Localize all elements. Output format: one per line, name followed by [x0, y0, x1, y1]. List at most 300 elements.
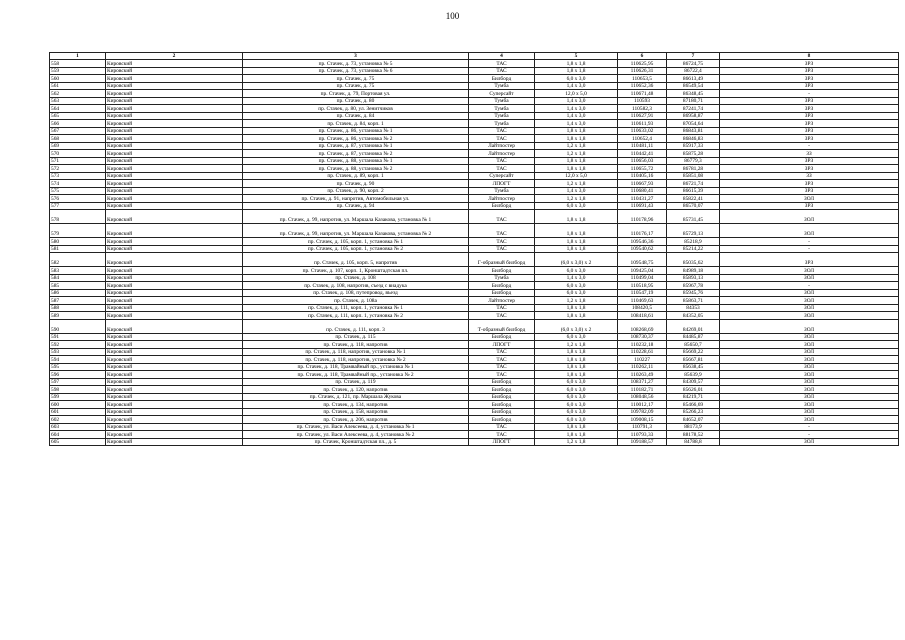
cell-coord-y: 85667,81	[667, 356, 720, 364]
cell-coord-y: 84219,71	[667, 393, 720, 401]
cell-coord-x: 108418,61	[618, 312, 667, 320]
cell-zone: ЗОЛ	[720, 267, 899, 275]
cell-coord-y: 84989,18	[667, 267, 720, 275]
cell-coord-y: 85731,45	[667, 210, 720, 224]
cell-size: 6,0 x 3,0	[535, 202, 618, 210]
cell-size: 1,2 x 1,8	[535, 195, 618, 203]
cell-coord-y: 86615,39	[667, 187, 720, 195]
cell-zone: -	[720, 423, 899, 431]
cell-coord-x: 110582,3	[618, 105, 667, 113]
cell-address: пр. Стачек, д. 91, напротив, Автомобильная ул.	[243, 195, 469, 203]
cell-address: пр. Стачек, д. 89, корп. 1	[243, 172, 469, 180]
cell-zone: ЗРЗ	[720, 180, 899, 188]
cell-coord-x: 110469,63	[618, 297, 667, 305]
cell-coord-y: 85035,62	[667, 253, 720, 267]
cell-address: пр. Стачек, д. 111, корп. 3	[243, 319, 469, 333]
cell-address: пр. Стачек, д. 107, корп. 1, Кронштадтская пл.	[243, 267, 469, 275]
cell-size: 1,8 x 1,8	[535, 356, 618, 364]
cell-structure-type: Лайтпостер	[469, 195, 535, 203]
table-row	[50, 348, 899, 356]
header-cell-district: 2	[106, 53, 243, 60]
cell-zone: ЗРЗ	[720, 97, 899, 105]
cell-coord-x: 110793,33	[618, 431, 667, 439]
cell-coord-x: 109008,15	[618, 416, 667, 424]
cell-row-number: 591	[50, 333, 106, 341]
table-row	[50, 431, 899, 439]
table-row	[50, 304, 899, 312]
cell-coord-x: 110680,41	[618, 187, 667, 195]
cell-structure-type: ЛПОГТ	[469, 341, 535, 349]
cell-address: пр. Стачек, д. 94	[243, 202, 469, 210]
cell-district: Кировский	[106, 67, 243, 75]
cell-address: пр. Стачек, д. 99, напротив, ул. Маршала Казакова, установка № 1	[243, 210, 469, 224]
cell-size: (6,0 x 3,0) x 2	[535, 319, 618, 333]
table-row	[50, 282, 899, 290]
cell-structure-type: Тумба	[469, 120, 535, 128]
cell-zone: ЗРЗ	[720, 253, 899, 267]
cell-address: пр. Стачек, д. 105, корп. 5, напротив	[243, 253, 469, 267]
cell-zone: ЗРЗ	[720, 165, 899, 173]
cell-address: пр. Стачек, д. 90	[243, 180, 469, 188]
cell-district: Кировский	[106, 180, 243, 188]
cell-zone: ЗРЗ	[720, 135, 899, 143]
table-row	[50, 120, 899, 128]
cell-structure-type: ТАС	[469, 356, 535, 364]
cell-address: пр. Стачек, ул. Васи Алексеева, д. 4, установка № 1	[243, 423, 469, 431]
cell-structure-type: ТАС	[469, 312, 535, 320]
cell-row-number: 601	[50, 408, 106, 416]
cell-district: Кировский	[106, 348, 243, 356]
cell-coord-x: 110228,61	[618, 348, 667, 356]
cell-district: Кировский	[106, 105, 243, 113]
cell-zone: ЗРЗ	[720, 127, 899, 135]
cell-zone: ЗРЗ	[720, 202, 899, 210]
cell-structure-type: ЛПОГТ	[469, 180, 535, 188]
cell-coord-x: 110593	[618, 97, 667, 105]
cell-district: Кировский	[106, 319, 243, 333]
cell-address: пр. Стачек, д. 80	[243, 97, 469, 105]
cell-address: пр. Стачек, Кронштадтская пл., д. 5	[243, 438, 469, 446]
cell-district: Кировский	[106, 127, 243, 135]
cell-coord-y: 86779,3	[667, 157, 720, 165]
cell-coord-x: 109188,57	[618, 438, 667, 446]
cell-row-number: 580	[50, 238, 106, 246]
cell-row-number: 585	[50, 282, 106, 290]
cell-district: Кировский	[106, 75, 243, 83]
table-row	[50, 82, 899, 90]
table-row	[50, 172, 899, 180]
cell-address: пр. Стачек, д. 118, Трамвайный пр., установка № 1	[243, 363, 469, 371]
cell-coord-x: 110176,17	[618, 224, 667, 238]
cell-district: Кировский	[106, 90, 243, 98]
cell-structure-type: Лайтпостер	[469, 142, 535, 150]
cell-district: Кировский	[106, 112, 243, 120]
cell-row-number: 579	[50, 224, 106, 238]
cell-coord-x: 110442,41	[618, 150, 667, 158]
cell-coord-y: 85638,45	[667, 363, 720, 371]
table-row	[50, 75, 899, 83]
cell-district: Кировский	[106, 356, 243, 364]
cell-structure-type: Билборд	[469, 333, 535, 341]
cell-structure-type: Лайтпостер	[469, 297, 535, 305]
cell-zone: -	[720, 90, 899, 98]
cell-zone: -	[720, 245, 899, 253]
cell-coord-y: 86613,49	[667, 75, 720, 83]
table-row	[50, 356, 899, 364]
cell-coord-x: 108371,27	[618, 378, 667, 386]
cell-size: 1,8 x 1,8	[535, 60, 618, 68]
cell-size: 1,2 x 1,8	[535, 150, 618, 158]
cell-address: пр. Стачек, д. 118, напротив, установка № 1	[243, 348, 469, 356]
cell-district: Кировский	[106, 120, 243, 128]
table-row	[50, 97, 899, 105]
cell-row-number: 589	[50, 312, 106, 320]
table-row	[50, 393, 899, 401]
cell-row-number: 566	[50, 120, 106, 128]
cell-coord-x: 110405,16	[618, 172, 667, 180]
cell-district: Кировский	[106, 97, 243, 105]
cell-address: пр. Стачек, д. 86, установка № 2	[243, 135, 469, 143]
cell-structure-type: ТАС	[469, 304, 535, 312]
cell-coord-x: 110633,02	[618, 127, 667, 135]
cell-row-number: 595	[50, 363, 106, 371]
cell-structure-type: Тумба	[469, 82, 535, 90]
cell-row-number: 604	[50, 431, 106, 439]
cell-zone: ЗОЛ	[720, 386, 899, 394]
cell-zone: ЗОЛ	[720, 371, 899, 379]
cell-zone: ЗРЗ	[720, 112, 899, 120]
cell-structure-type: ТАС	[469, 157, 535, 165]
cell-row-number: 562	[50, 90, 106, 98]
cell-zone: ЗРЗ	[720, 105, 899, 113]
cell-district: Кировский	[106, 82, 243, 90]
cell-address: пр. Стачек, д. 88, установка № 1	[243, 157, 469, 165]
cell-structure-type: Билборд	[469, 408, 535, 416]
cell-coord-y: 85639,9	[667, 371, 720, 379]
cell-address: пр. Стачек, д. 80, ул. Зенитчиков	[243, 105, 469, 113]
table-header	[50, 53, 899, 60]
cell-row-number: 577	[50, 202, 106, 210]
cell-coord-y: 86348,45	[667, 90, 720, 98]
cell-district: Кировский	[106, 312, 243, 320]
table-row	[50, 195, 899, 203]
cell-district: Кировский	[106, 274, 243, 282]
table-row	[50, 202, 899, 210]
cell-zone: ЗОЛ	[720, 363, 899, 371]
cell-structure-type: Тумба	[469, 274, 535, 282]
cell-coord-y: 85822,41	[667, 195, 720, 203]
cell-district: Кировский	[106, 386, 243, 394]
cell-address: пр. Стачек, д. 118, напротив	[243, 341, 469, 349]
cell-size: 1,8 x 1,8	[535, 423, 618, 431]
cell-row-number: 605	[50, 438, 106, 446]
table-row	[50, 238, 899, 246]
cell-size: 6,0 x 3,0	[535, 393, 618, 401]
cell-coord-x: 110431,27	[618, 195, 667, 203]
cell-address: пр. Стачек, д. 206, напротив	[243, 416, 469, 424]
cell-district: Кировский	[106, 438, 243, 446]
cell-district: Кировский	[106, 282, 243, 290]
cell-coord-y: 85466,69	[667, 401, 720, 409]
cell-size: 1,8 x 1,8	[535, 67, 618, 75]
table-row	[50, 165, 899, 173]
cell-zone: ЗОЛ	[720, 438, 899, 446]
cell-address: пр. Стачек, д. 108, путепровод, въезд	[243, 289, 469, 297]
cell-size: 12,0 x 5,0	[535, 172, 618, 180]
cell-address: пр. Стачек, д. 108	[243, 274, 469, 282]
table-row	[50, 416, 899, 424]
cell-district: Кировский	[106, 172, 243, 180]
cell-zone: ЗОЛ	[720, 224, 899, 238]
cell-address: пр. Стачек, д. 87, установка № 2	[243, 150, 469, 158]
cell-district: Кировский	[106, 210, 243, 224]
cell-structure-type: Тумба	[469, 112, 535, 120]
table-row	[50, 333, 899, 341]
cell-coord-y: 85729,13	[667, 224, 720, 238]
cell-size: 1,8 x 1,8	[535, 371, 618, 379]
cell-coord-x: 110627,91	[618, 112, 667, 120]
cell-coord-x: 108048,56	[618, 393, 667, 401]
cell-zone: ЗОЛ	[720, 333, 899, 341]
cell-zone: -	[720, 238, 899, 246]
cell-coord-x: 110232,18	[618, 341, 667, 349]
table-row	[50, 142, 899, 150]
cell-coord-y: 85218,9	[667, 238, 720, 246]
cell-coord-y: 86549,54	[667, 82, 720, 90]
cell-structure-type: Билборд	[469, 75, 535, 83]
cell-size: 1,4 x 3,0	[535, 105, 618, 113]
cell-coord-x: 109782,09	[618, 408, 667, 416]
cell-size: 1,4 x 3,0	[535, 112, 618, 120]
cell-row-number: 588	[50, 304, 106, 312]
cell-district: Кировский	[106, 187, 243, 195]
cell-structure-type: ТАС	[469, 67, 535, 75]
cell-row-number: 592	[50, 341, 106, 349]
cell-size: 6,0 x 3,0	[535, 267, 618, 275]
cell-size: 1,8 x 1,8	[535, 157, 618, 165]
cell-size: 6,0 x 3,0	[535, 378, 618, 386]
cell-district: Кировский	[106, 363, 243, 371]
cell-coord-x: 110518,95	[618, 282, 667, 290]
cell-address: пр. Стачек, д. 90, корп. 2	[243, 187, 469, 195]
cell-district: Кировский	[106, 393, 243, 401]
header-cell-zone: 8	[720, 53, 899, 60]
cell-structure-type: Билборд	[469, 393, 535, 401]
cell-district: Кировский	[106, 423, 243, 431]
cell-zone: -	[720, 142, 899, 150]
cell-row-number: 572	[50, 165, 106, 173]
cell-size: 1,8 x 1,8	[535, 304, 618, 312]
cell-size: 1,4 x 3,0	[535, 97, 618, 105]
header-cell-coord-x: 6	[618, 53, 667, 60]
cell-coord-x: 108268,69	[618, 319, 667, 333]
cell-size: (6,0 x 3,0) x 2	[535, 253, 618, 267]
cell-structure-type: ТАС	[469, 165, 535, 173]
cell-size: 12,0 x 5,0	[535, 90, 618, 98]
cell-size: 1,8 x 1,8	[535, 348, 618, 356]
cell-row-number: 571	[50, 157, 106, 165]
cell-coord-x: 109425,04	[618, 267, 667, 275]
cell-row-number: 558	[50, 60, 106, 68]
cell-zone: ЗОЛ	[720, 416, 899, 424]
cell-coord-y: 88178,52	[667, 431, 720, 439]
header-cell-row-number: 1	[50, 53, 106, 60]
table-row	[50, 363, 899, 371]
cell-coord-y: 87241,74	[667, 105, 720, 113]
cell-address: пр. Стачек, д. 115	[243, 333, 469, 341]
cell-coord-y: 85893,13	[667, 274, 720, 282]
cell-district: Кировский	[106, 304, 243, 312]
cell-size: 1,2 x 1,8	[535, 180, 618, 188]
cell-address: пр. Стачек, д. 120, напротив	[243, 386, 469, 394]
table-row	[50, 135, 899, 143]
cell-structure-type: ТАС	[469, 224, 535, 238]
cell-structure-type: ТАС	[469, 60, 535, 68]
table-row	[50, 157, 899, 165]
cell-district: Кировский	[106, 224, 243, 238]
table-row	[50, 274, 899, 282]
cell-coord-x: 110667,93	[618, 180, 667, 188]
cell-structure-type: Суперсайт	[469, 90, 535, 98]
cell-row-number: 564	[50, 105, 106, 113]
cell-district: Кировский	[106, 253, 243, 267]
cell-coord-x: 110499,04	[618, 274, 667, 282]
cell-zone: ЗРЗ	[720, 120, 899, 128]
cell-address: пр. Стачек, д. 88, установка № 2	[243, 165, 469, 173]
cell-address: пр. Стачек, ул. Васи Алексеева, д. 4, установка № 2	[243, 431, 469, 439]
cell-row-number: 561	[50, 82, 106, 90]
cell-size: 1,8 x 1,8	[535, 312, 618, 320]
cell-district: Кировский	[106, 297, 243, 305]
cell-row-number: 569	[50, 142, 106, 150]
cell-structure-type: ТАС	[469, 135, 535, 143]
cell-coord-y: 84652,07	[667, 416, 720, 424]
cell-coord-x: 109548,75	[618, 253, 667, 267]
cell-zone: ЗОЛ	[720, 304, 899, 312]
cell-structure-type: ЛПОГТ	[469, 438, 535, 446]
cell-address: пр. Стачек, д. 84	[243, 112, 469, 120]
table-row	[50, 67, 899, 75]
cell-coord-x: 110227	[618, 356, 667, 364]
cell-zone: ЗРЗ	[720, 157, 899, 165]
cell-zone: ЗЗ	[720, 150, 899, 158]
table-row	[50, 408, 899, 416]
cell-coord-y: 84269,01	[667, 319, 720, 333]
cell-size: 1,8 x 1,8	[535, 224, 618, 238]
cell-zone: ЗОЛ	[720, 341, 899, 349]
cell-size: 1,4 x 3,0	[535, 187, 618, 195]
cell-coord-x: 110626,31	[618, 67, 667, 75]
cell-structure-type: Тумба	[469, 97, 535, 105]
cell-zone: -	[720, 431, 899, 439]
cell-coord-y: 86722,4	[667, 67, 720, 75]
cell-row-number: 582	[50, 253, 106, 267]
cell-size: 1,8 x 1,8	[535, 431, 618, 439]
cell-address: пр. Стачек, д. 119	[243, 378, 469, 386]
cell-coord-y: 85967,78	[667, 282, 720, 290]
cell-size: 6,0 x 3,0	[535, 75, 618, 83]
table-row	[50, 319, 899, 333]
cell-structure-type: Суперсайт	[469, 172, 535, 180]
cell-coord-y: 85669,22	[667, 348, 720, 356]
header-cell-size: 5	[535, 53, 618, 60]
table-row	[50, 224, 899, 238]
cell-address: пр. Стачек, д. 87, установка № 1	[243, 142, 469, 150]
cell-address: пр. Стачек, д. 75	[243, 75, 469, 83]
cell-coord-x: 108420,5	[618, 304, 667, 312]
cell-coord-x: 110653,5	[618, 75, 667, 83]
cell-row-number: 560	[50, 75, 106, 83]
cell-coord-x: 109546,36	[618, 238, 667, 246]
cell-district: Кировский	[106, 267, 243, 275]
cell-size: 1,8 x 1,8	[535, 135, 618, 143]
cell-structure-type: ТАС	[469, 238, 535, 246]
cell-district: Кировский	[106, 371, 243, 379]
cell-structure-type: Тумба	[469, 105, 535, 113]
cell-size: 1,2 x 1,8	[535, 341, 618, 349]
header-cell-coord-y: 7	[667, 53, 720, 60]
cell-district: Кировский	[106, 401, 243, 409]
cell-row-number: 576	[50, 195, 106, 203]
table-row	[50, 187, 899, 195]
cell-row-number: 563	[50, 97, 106, 105]
cell-row-number: 583	[50, 267, 106, 275]
table-row	[50, 386, 899, 394]
table-row	[50, 127, 899, 135]
cell-size: 1,8 x 1,8	[535, 363, 618, 371]
cell-row-number: 586	[50, 289, 106, 297]
cell-coord-y: 86721,74	[667, 180, 720, 188]
cell-address: пр. Стачек, д. 73, установка № 5	[243, 60, 469, 68]
cell-zone: ЗОЛ	[720, 319, 899, 333]
cell-coord-y: 85266,23	[667, 408, 720, 416]
cell-row-number: 575	[50, 187, 106, 195]
cell-address: пр. Стачек, д. 111, корп. 1, установка № 1	[243, 304, 469, 312]
table-row	[50, 180, 899, 188]
cell-zone: ЗОЛ	[720, 195, 899, 203]
page-number: 100	[445, 11, 460, 21]
cell-district: Кировский	[106, 408, 243, 416]
cell-row-number: 590	[50, 319, 106, 333]
cell-zone: ЗОЛ	[720, 408, 899, 416]
cell-zone: ЗЗ	[720, 172, 899, 180]
cell-coord-y: 87054,64	[667, 120, 720, 128]
cell-row-number: 593	[50, 348, 106, 356]
table-row	[50, 312, 899, 320]
cell-row-number: 574	[50, 180, 106, 188]
cell-structure-type: Билборд	[469, 386, 535, 394]
cell-structure-type: ТАС	[469, 127, 535, 135]
cell-coord-x: 110611,93	[618, 120, 667, 128]
cell-address: пр. Стачек, д. 84, корп. 1	[243, 120, 469, 128]
table-row	[50, 90, 899, 98]
cell-coord-y: 86846,83	[667, 135, 720, 143]
cell-size: 1,2 x 1,8	[535, 142, 618, 150]
cell-row-number: 587	[50, 297, 106, 305]
cell-district: Кировский	[106, 245, 243, 253]
cell-structure-type: Билборд	[469, 202, 535, 210]
cell-coord-y: 85945,76	[667, 289, 720, 297]
cell-coord-x: 110671,48	[618, 90, 667, 98]
cell-address: пр. Стачек, д. 73, установка № 6	[243, 67, 469, 75]
cell-district: Кировский	[106, 341, 243, 349]
cell-zone: ЗРЗ	[720, 60, 899, 68]
cell-coord-y: 85875,28	[667, 150, 720, 158]
cell-structure-type: Билборд	[469, 416, 535, 424]
cell-district: Кировский	[106, 157, 243, 165]
cell-structure-type: ТАС	[469, 371, 535, 379]
cell-district: Кировский	[106, 333, 243, 341]
